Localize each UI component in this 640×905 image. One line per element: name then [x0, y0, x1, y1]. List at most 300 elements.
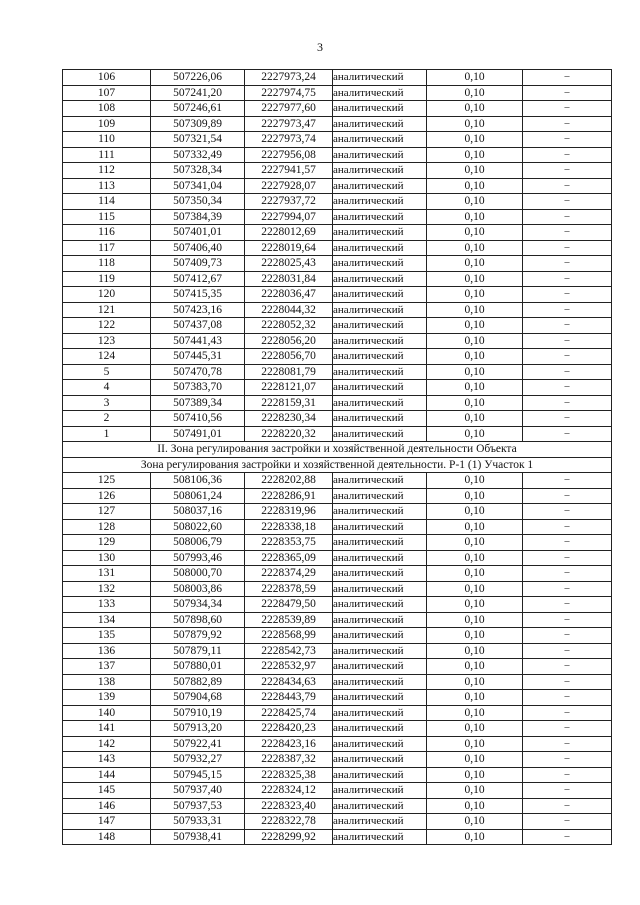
- point-number-cell: 4: [63, 380, 151, 396]
- accuracy-cell: 0,10: [427, 752, 523, 768]
- y-coordinate-cell: 2228374,29: [245, 566, 333, 582]
- x-coordinate-cell: 507913,20: [151, 721, 245, 737]
- y-coordinate-cell: 2228378,59: [245, 581, 333, 597]
- point-number-cell: 119: [63, 271, 151, 287]
- note-cell: –: [523, 194, 612, 210]
- accuracy-cell: 0,10: [427, 380, 523, 396]
- table-row: [63, 597, 612, 613]
- y-coordinate-cell: 2228365,09: [245, 550, 333, 566]
- x-coordinate-cell: 507246,61: [151, 101, 245, 117]
- table-row: [63, 364, 612, 380]
- y-coordinate-cell: 2228056,20: [245, 333, 333, 349]
- x-coordinate-cell: 507423,16: [151, 302, 245, 318]
- accuracy-cell: 0,10: [427, 132, 523, 148]
- x-coordinate-cell: 507415,35: [151, 287, 245, 303]
- note-cell: –: [523, 535, 612, 551]
- note-cell: –: [523, 488, 612, 504]
- table-row: [63, 752, 612, 768]
- accuracy-cell: 0,10: [427, 178, 523, 194]
- table-row: [63, 798, 612, 814]
- method-cell: аналитический: [333, 814, 427, 830]
- point-number-cell: 109: [63, 116, 151, 132]
- method-cell: аналитический: [333, 256, 427, 272]
- point-number-cell: 111: [63, 147, 151, 163]
- note-cell: –: [523, 581, 612, 597]
- accuracy-cell: 0,10: [427, 581, 523, 597]
- accuracy-cell: 0,10: [427, 643, 523, 659]
- y-coordinate-cell: 2228202,88: [245, 473, 333, 489]
- accuracy-cell: 0,10: [427, 271, 523, 287]
- y-coordinate-cell: 2227977,60: [245, 101, 333, 117]
- x-coordinate-cell: 507401,01: [151, 225, 245, 241]
- note-cell: –: [523, 411, 612, 427]
- y-coordinate-cell: 2228338,18: [245, 519, 333, 535]
- method-cell: аналитический: [333, 318, 427, 334]
- accuracy-cell: 0,10: [427, 535, 523, 551]
- x-coordinate-cell: 507470,78: [151, 364, 245, 380]
- y-coordinate-cell: 2227973,24: [245, 70, 333, 86]
- method-cell: аналитический: [333, 302, 427, 318]
- note-cell: –: [523, 426, 612, 442]
- method-cell: аналитический: [333, 535, 427, 551]
- y-coordinate-cell: 2228299,92: [245, 829, 333, 845]
- note-cell: –: [523, 333, 612, 349]
- y-coordinate-cell: 2228568,99: [245, 628, 333, 644]
- note-cell: –: [523, 132, 612, 148]
- point-number-cell: 106: [63, 70, 151, 86]
- note-cell: –: [523, 690, 612, 706]
- x-coordinate-cell: 507384,39: [151, 209, 245, 225]
- table-row: [63, 612, 612, 628]
- table-row: [63, 101, 612, 117]
- point-number-cell: 3: [63, 395, 151, 411]
- table-row: [63, 163, 612, 179]
- table-row: [63, 225, 612, 241]
- accuracy-cell: 0,10: [427, 194, 523, 210]
- note-cell: –: [523, 349, 612, 365]
- note-cell: –: [523, 85, 612, 101]
- point-number-cell: 133: [63, 597, 151, 613]
- x-coordinate-cell: 507879,11: [151, 643, 245, 659]
- accuracy-cell: 0,10: [427, 659, 523, 675]
- method-cell: аналитический: [333, 488, 427, 504]
- accuracy-cell: 0,10: [427, 566, 523, 582]
- y-coordinate-cell: 2227994,07: [245, 209, 333, 225]
- point-number-cell: 140: [63, 705, 151, 721]
- x-coordinate-cell: 507910,19: [151, 705, 245, 721]
- accuracy-cell: 0,10: [427, 767, 523, 783]
- y-coordinate-cell: 2228434,63: [245, 674, 333, 690]
- note-cell: –: [523, 783, 612, 799]
- table-row: [63, 132, 612, 148]
- y-coordinate-cell: 2227973,47: [245, 116, 333, 132]
- x-coordinate-cell: 507412,67: [151, 271, 245, 287]
- point-number-cell: 117: [63, 240, 151, 256]
- table-row: [63, 705, 612, 721]
- table-row: [63, 116, 612, 132]
- x-coordinate-cell: 507937,40: [151, 783, 245, 799]
- method-cell: аналитический: [333, 643, 427, 659]
- note-cell: –: [523, 178, 612, 194]
- point-number-cell: 116: [63, 225, 151, 241]
- method-cell: аналитический: [333, 783, 427, 799]
- table-row: [63, 581, 612, 597]
- accuracy-cell: 0,10: [427, 225, 523, 241]
- method-cell: аналитический: [333, 225, 427, 241]
- note-cell: –: [523, 70, 612, 86]
- accuracy-cell: 0,10: [427, 426, 523, 442]
- x-coordinate-cell: 507241,20: [151, 85, 245, 101]
- point-number-cell: 143: [63, 752, 151, 768]
- note-cell: –: [523, 519, 612, 535]
- method-cell: аналитический: [333, 705, 427, 721]
- note-cell: –: [523, 814, 612, 830]
- point-number-cell: 135: [63, 628, 151, 644]
- accuracy-cell: 0,10: [427, 798, 523, 814]
- point-number-cell: 108: [63, 101, 151, 117]
- table-row: [63, 287, 612, 303]
- point-number-cell: 1: [63, 426, 151, 442]
- y-coordinate-cell: 2228443,79: [245, 690, 333, 706]
- y-coordinate-cell: 2228230,34: [245, 411, 333, 427]
- method-cell: аналитический: [333, 550, 427, 566]
- y-coordinate-cell: 2227956,08: [245, 147, 333, 163]
- x-coordinate-cell: 507328,34: [151, 163, 245, 179]
- note-cell: –: [523, 767, 612, 783]
- method-cell: аналитический: [333, 85, 427, 101]
- x-coordinate-cell: 507341,04: [151, 178, 245, 194]
- y-coordinate-cell: 2228325,38: [245, 767, 333, 783]
- point-number-cell: 138: [63, 674, 151, 690]
- y-coordinate-cell: 2228323,40: [245, 798, 333, 814]
- y-coordinate-cell: 2228542,73: [245, 643, 333, 659]
- method-cell: аналитический: [333, 721, 427, 737]
- y-coordinate-cell: 2228019,64: [245, 240, 333, 256]
- table-row: [63, 349, 612, 365]
- table-row: [63, 209, 612, 225]
- accuracy-cell: 0,10: [427, 256, 523, 272]
- x-coordinate-cell: 508061,24: [151, 488, 245, 504]
- method-cell: аналитический: [333, 132, 427, 148]
- accuracy-cell: 0,10: [427, 550, 523, 566]
- x-coordinate-cell: 508006,79: [151, 535, 245, 551]
- note-cell: –: [523, 271, 612, 287]
- method-cell: аналитический: [333, 240, 427, 256]
- method-cell: аналитический: [333, 163, 427, 179]
- y-coordinate-cell: 2228081,79: [245, 364, 333, 380]
- accuracy-cell: 0,10: [427, 736, 523, 752]
- accuracy-cell: 0,10: [427, 349, 523, 365]
- accuracy-cell: 0,10: [427, 70, 523, 86]
- y-coordinate-cell: 2228056,70: [245, 349, 333, 365]
- note-cell: –: [523, 659, 612, 675]
- method-cell: аналитический: [333, 581, 427, 597]
- point-number-cell: 125: [63, 473, 151, 489]
- table-row: [63, 302, 612, 318]
- point-number-cell: 136: [63, 643, 151, 659]
- table-row: [63, 783, 612, 799]
- note-cell: –: [523, 736, 612, 752]
- accuracy-cell: 0,10: [427, 473, 523, 489]
- method-cell: аналитический: [333, 659, 427, 675]
- table-block-1: [63, 70, 612, 442]
- y-coordinate-cell: 2228479,50: [245, 597, 333, 613]
- accuracy-cell: 0,10: [427, 287, 523, 303]
- accuracy-cell: 0,10: [427, 829, 523, 845]
- y-coordinate-cell: 2228031,84: [245, 271, 333, 287]
- accuracy-cell: 0,10: [427, 690, 523, 706]
- table-row: [63, 566, 612, 582]
- accuracy-cell: 0,10: [427, 597, 523, 613]
- accuracy-cell: 0,10: [427, 116, 523, 132]
- x-coordinate-cell: 507879,92: [151, 628, 245, 644]
- point-number-cell: 128: [63, 519, 151, 535]
- method-cell: аналитический: [333, 767, 427, 783]
- method-cell: аналитический: [333, 426, 427, 442]
- x-coordinate-cell: 508022,60: [151, 519, 245, 535]
- accuracy-cell: 0,10: [427, 240, 523, 256]
- accuracy-cell: 0,10: [427, 101, 523, 117]
- y-coordinate-cell: 2228322,78: [245, 814, 333, 830]
- x-coordinate-cell: 507904,68: [151, 690, 245, 706]
- accuracy-cell: 0,10: [427, 519, 523, 535]
- page-number: 3: [317, 40, 323, 54]
- method-cell: аналитический: [333, 504, 427, 520]
- note-cell: –: [523, 225, 612, 241]
- point-number-cell: 107: [63, 85, 151, 101]
- point-number-cell: 115: [63, 209, 151, 225]
- note-cell: –: [523, 566, 612, 582]
- table-row: [63, 814, 612, 830]
- method-cell: аналитический: [333, 147, 427, 163]
- section-heading-row: [63, 442, 612, 458]
- y-coordinate-cell: 2228423,16: [245, 736, 333, 752]
- point-number-cell: 146: [63, 798, 151, 814]
- method-cell: аналитический: [333, 736, 427, 752]
- accuracy-cell: 0,10: [427, 705, 523, 721]
- point-number-cell: 131: [63, 566, 151, 582]
- table-block-2: [63, 473, 612, 845]
- point-number-cell: 110: [63, 132, 151, 148]
- method-cell: аналитический: [333, 674, 427, 690]
- y-coordinate-cell: 2228159,31: [245, 395, 333, 411]
- point-number-cell: 142: [63, 736, 151, 752]
- x-coordinate-cell: 507938,41: [151, 829, 245, 845]
- section-header: [63, 442, 612, 473]
- y-coordinate-cell: 2228286,91: [245, 488, 333, 504]
- table-row: [63, 643, 612, 659]
- x-coordinate-cell: 507993,46: [151, 550, 245, 566]
- point-number-cell: 123: [63, 333, 151, 349]
- y-coordinate-cell: 2228324,12: [245, 783, 333, 799]
- x-coordinate-cell: 508106,36: [151, 473, 245, 489]
- accuracy-cell: 0,10: [427, 411, 523, 427]
- note-cell: –: [523, 256, 612, 272]
- method-cell: аналитический: [333, 798, 427, 814]
- y-coordinate-cell: 2228387,32: [245, 752, 333, 768]
- x-coordinate-cell: 507932,27: [151, 752, 245, 768]
- method-cell: аналитический: [333, 70, 427, 86]
- note-cell: –: [523, 287, 612, 303]
- accuracy-cell: 0,10: [427, 721, 523, 737]
- table-row: [63, 690, 612, 706]
- point-number-cell: 120: [63, 287, 151, 303]
- note-cell: –: [523, 302, 612, 318]
- x-coordinate-cell: 507332,49: [151, 147, 245, 163]
- point-number-cell: 137: [63, 659, 151, 675]
- x-coordinate-cell: 508037,16: [151, 504, 245, 520]
- point-number-cell: 132: [63, 581, 151, 597]
- method-cell: аналитический: [333, 411, 427, 427]
- method-cell: аналитический: [333, 194, 427, 210]
- point-number-cell: 112: [63, 163, 151, 179]
- y-coordinate-cell: 2228012,69: [245, 225, 333, 241]
- table-row: [63, 395, 612, 411]
- point-number-cell: 139: [63, 690, 151, 706]
- section-subheading-row: [63, 457, 612, 473]
- x-coordinate-cell: 507898,60: [151, 612, 245, 628]
- y-coordinate-cell: 2228420,23: [245, 721, 333, 737]
- note-cell: –: [523, 473, 612, 489]
- point-number-cell: 129: [63, 535, 151, 551]
- note-cell: –: [523, 504, 612, 520]
- table-row: [63, 519, 612, 535]
- x-coordinate-cell: 507445,31: [151, 349, 245, 365]
- x-coordinate-cell: 507491,01: [151, 426, 245, 442]
- table-row: [63, 426, 612, 442]
- point-number-cell: 134: [63, 612, 151, 628]
- method-cell: аналитический: [333, 829, 427, 845]
- accuracy-cell: 0,10: [427, 783, 523, 799]
- method-cell: аналитический: [333, 116, 427, 132]
- table-row: [63, 659, 612, 675]
- accuracy-cell: 0,10: [427, 209, 523, 225]
- section-subheading: Зона регулирования застройки и хозяйственной деятельности. Р-1 (1) Участок 1: [63, 457, 612, 473]
- table-row: [63, 411, 612, 427]
- y-coordinate-cell: 2228220,32: [245, 426, 333, 442]
- x-coordinate-cell: 507409,73: [151, 256, 245, 272]
- point-number-cell: 147: [63, 814, 151, 830]
- point-number-cell: 113: [63, 178, 151, 194]
- point-number-cell: 145: [63, 783, 151, 799]
- x-coordinate-cell: 508000,70: [151, 566, 245, 582]
- table-row: [63, 628, 612, 644]
- table-row: [63, 240, 612, 256]
- x-coordinate-cell: 507922,41: [151, 736, 245, 752]
- x-coordinate-cell: 507945,15: [151, 767, 245, 783]
- accuracy-cell: 0,10: [427, 302, 523, 318]
- y-coordinate-cell: 2227973,74: [245, 132, 333, 148]
- accuracy-cell: 0,10: [427, 612, 523, 628]
- table-row: [63, 147, 612, 163]
- x-coordinate-cell: 507389,34: [151, 395, 245, 411]
- note-cell: –: [523, 643, 612, 659]
- method-cell: аналитический: [333, 519, 427, 535]
- x-coordinate-cell: 507410,56: [151, 411, 245, 427]
- accuracy-cell: 0,10: [427, 814, 523, 830]
- point-number-cell: 2: [63, 411, 151, 427]
- point-number-cell: 148: [63, 829, 151, 845]
- x-coordinate-cell: 508003,86: [151, 581, 245, 597]
- method-cell: аналитический: [333, 380, 427, 396]
- method-cell: аналитический: [333, 752, 427, 768]
- table-row: [63, 318, 612, 334]
- note-cell: –: [523, 209, 612, 225]
- x-coordinate-cell: 507309,89: [151, 116, 245, 132]
- y-coordinate-cell: 2228036,47: [245, 287, 333, 303]
- table-row: [63, 721, 612, 737]
- method-cell: аналитический: [333, 287, 427, 303]
- y-coordinate-cell: 2228353,75: [245, 535, 333, 551]
- table-row: [63, 674, 612, 690]
- table-row: [63, 70, 612, 86]
- method-cell: аналитический: [333, 271, 427, 287]
- method-cell: аналитический: [333, 566, 427, 582]
- table-row: [63, 256, 612, 272]
- note-cell: –: [523, 628, 612, 644]
- note-cell: –: [523, 674, 612, 690]
- note-cell: –: [523, 721, 612, 737]
- table-row: [63, 550, 612, 566]
- y-coordinate-cell: 2227937,72: [245, 194, 333, 210]
- method-cell: аналитический: [333, 178, 427, 194]
- x-coordinate-cell: 507437,08: [151, 318, 245, 334]
- point-number-cell: 118: [63, 256, 151, 272]
- note-cell: –: [523, 147, 612, 163]
- point-number-cell: 114: [63, 194, 151, 210]
- point-number-cell: 127: [63, 504, 151, 520]
- table-row: [63, 473, 612, 489]
- accuracy-cell: 0,10: [427, 504, 523, 520]
- note-cell: –: [523, 705, 612, 721]
- method-cell: аналитический: [333, 690, 427, 706]
- x-coordinate-cell: 507321,54: [151, 132, 245, 148]
- method-cell: аналитический: [333, 628, 427, 644]
- table-row: [63, 767, 612, 783]
- table-row: [63, 178, 612, 194]
- point-number-cell: 121: [63, 302, 151, 318]
- y-coordinate-cell: 2228052,32: [245, 318, 333, 334]
- y-coordinate-cell: 2227941,57: [245, 163, 333, 179]
- method-cell: аналитический: [333, 612, 427, 628]
- y-coordinate-cell: 2227928,07: [245, 178, 333, 194]
- table-row: [63, 504, 612, 520]
- method-cell: аналитический: [333, 395, 427, 411]
- note-cell: –: [523, 101, 612, 117]
- note-cell: –: [523, 380, 612, 396]
- accuracy-cell: 0,10: [427, 163, 523, 179]
- x-coordinate-cell: 507441,43: [151, 333, 245, 349]
- x-coordinate-cell: 507882,89: [151, 674, 245, 690]
- y-coordinate-cell: 2228319,96: [245, 504, 333, 520]
- method-cell: аналитический: [333, 101, 427, 117]
- note-cell: –: [523, 798, 612, 814]
- x-coordinate-cell: 507226,06: [151, 70, 245, 86]
- coordinates-table: [62, 69, 612, 845]
- note-cell: –: [523, 240, 612, 256]
- x-coordinate-cell: 507937,53: [151, 798, 245, 814]
- accuracy-cell: 0,10: [427, 628, 523, 644]
- method-cell: аналитический: [333, 364, 427, 380]
- y-coordinate-cell: 2228025,43: [245, 256, 333, 272]
- table-row: [63, 194, 612, 210]
- method-cell: аналитический: [333, 473, 427, 489]
- accuracy-cell: 0,10: [427, 318, 523, 334]
- x-coordinate-cell: 507934,34: [151, 597, 245, 613]
- point-number-cell: 126: [63, 488, 151, 504]
- x-coordinate-cell: 507880,01: [151, 659, 245, 675]
- point-number-cell: 144: [63, 767, 151, 783]
